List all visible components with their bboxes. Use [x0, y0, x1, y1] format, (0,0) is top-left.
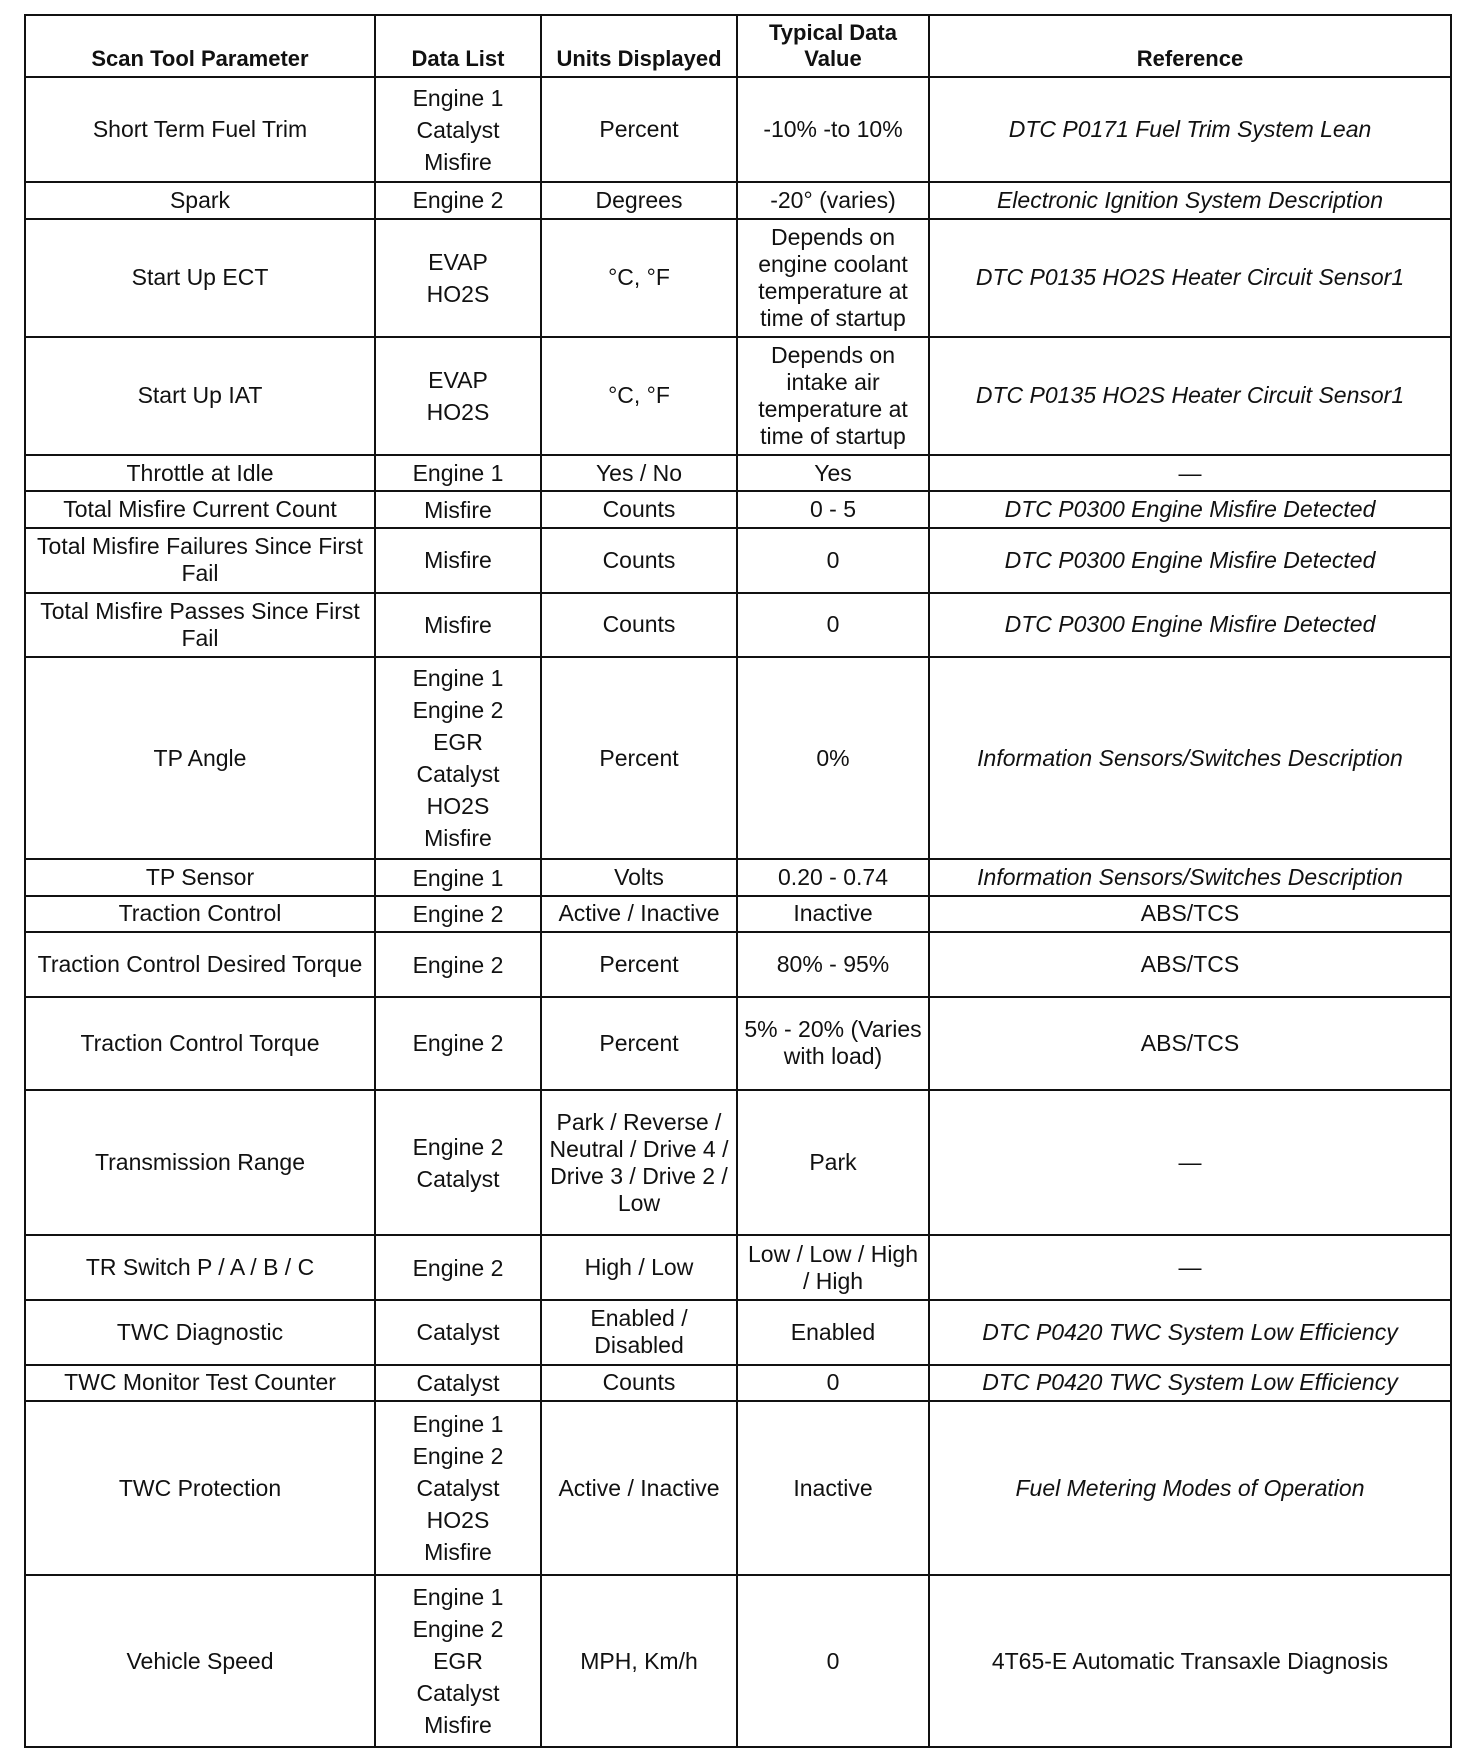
data-list-item: Misfire — [424, 825, 492, 852]
reference-cell: DTC P0300 Engine Misfire Detected — [929, 593, 1451, 658]
data-list-item: Catalyst — [416, 761, 500, 788]
data-table-page — [24, 14, 1450, 1748]
parameter-cell: Short Term Fuel Trim — [25, 77, 375, 182]
parameter-cell: Total Misfire Passes Since First Fail — [25, 593, 375, 658]
units-cell: Active / Inactive — [541, 1401, 737, 1575]
units-cell: MPH, Km/h — [541, 1575, 737, 1747]
data-list-item: Catalyst — [416, 1475, 500, 1502]
typical-value-cell: 0% — [737, 657, 929, 859]
units-cell: Park / Reverse / Neutral / Drive 4 / Drive 3 / Drive 2 / Low — [541, 1090, 737, 1236]
table-row — [25, 1235, 1451, 1300]
table-row — [25, 593, 1451, 658]
parameter-cell: TR Switch P / A / B / C — [25, 1235, 375, 1300]
table-row — [25, 337, 1451, 455]
data-list-item: Catalyst — [416, 1165, 500, 1192]
reference-cell: Electronic Ignition System Description — [929, 182, 1451, 218]
parameter-cell: TWC Diagnostic — [25, 1300, 375, 1365]
reference-cell: DTC P0135 HO2S Heater Circuit Sensor1 — [929, 219, 1451, 337]
data-list-cell — [375, 1300, 541, 1365]
header-reference: Reference — [929, 15, 1451, 77]
table-row — [25, 997, 1451, 1090]
reference-cell: DTC P0135 HO2S Heater Circuit Sensor1 — [929, 337, 1451, 455]
units-cell: Yes / No — [541, 455, 737, 491]
units-cell: Percent — [541, 997, 737, 1090]
data-list-cell — [375, 337, 541, 455]
table-row — [25, 182, 1451, 218]
data-list-item: Engine 2 — [412, 1443, 504, 1470]
table-row — [25, 1365, 1451, 1401]
units-cell: °C, °F — [541, 337, 737, 455]
table-body — [25, 77, 1451, 1747]
data-list-item: EVAP — [428, 248, 488, 275]
parameter-cell: Traction Control — [25, 896, 375, 932]
parameter-cell: Total Misfire Failures Since First Fail — [25, 528, 375, 593]
data-list-cell — [375, 932, 541, 997]
reference-cell: — — [929, 1235, 1451, 1300]
parameter-cell: TP Angle — [25, 657, 375, 859]
units-cell: °C, °F — [541, 219, 737, 337]
reference-cell: — — [929, 1090, 1451, 1236]
data-list-item: Misfire — [424, 1539, 492, 1566]
data-list-item: HO2S — [426, 1507, 490, 1534]
data-list-cell — [375, 1575, 541, 1747]
data-list-item: Misfire — [424, 496, 492, 523]
units-cell: Enabled / Disabled — [541, 1300, 737, 1365]
typical-value-cell: 0.20 - 0.74 — [737, 859, 929, 895]
units-cell: High / Low — [541, 1235, 737, 1300]
header-row — [25, 15, 1451, 77]
reference-cell: Fuel Metering Modes of Operation — [929, 1401, 1451, 1575]
data-list-item: HO2S — [426, 280, 490, 307]
data-list-cell — [375, 77, 541, 182]
header-units-displayed: Units Displayed — [541, 15, 737, 77]
typical-value-cell: -20° (varies) — [737, 182, 929, 218]
typical-value-cell: 80% - 95% — [737, 932, 929, 997]
data-list-item: Engine 1 — [412, 1411, 504, 1438]
reference-cell: ABS/TCS — [929, 896, 1451, 932]
data-list-item: Engine 1 — [412, 1584, 504, 1611]
typical-value-cell: 5% - 20% (Varies with load) — [737, 997, 929, 1090]
parameter-cell: Traction Control Desired Torque — [25, 932, 375, 997]
data-list-item: Engine 2 — [412, 1616, 504, 1643]
data-list-cell — [375, 1401, 541, 1575]
parameter-cell: Throttle at Idle — [25, 455, 375, 491]
typical-value-cell: Inactive — [737, 896, 929, 932]
units-cell: Percent — [541, 657, 737, 859]
data-list-item: Engine 2 — [412, 1254, 504, 1281]
table-row — [25, 491, 1451, 527]
units-cell: Counts — [541, 491, 737, 527]
data-list-cell — [375, 182, 541, 218]
table-row — [25, 657, 1451, 859]
typical-value-cell: Depends on engine coolant temperature at time of startup — [737, 219, 929, 337]
data-list-cell — [375, 1365, 541, 1401]
parameter-cell: Spark — [25, 182, 375, 218]
scan-tool-data-table — [24, 14, 1452, 1748]
typical-value-cell: Inactive — [737, 1401, 929, 1575]
parameter-cell: TP Sensor — [25, 859, 375, 895]
data-list-cell — [375, 219, 541, 337]
data-list-item: Misfire — [424, 1712, 492, 1739]
reference-cell: DTC P0171 Fuel Trim System Lean — [929, 77, 1451, 182]
header-scan-tool-parameter: Scan Tool Parameter — [25, 15, 375, 77]
parameter-cell: Total Misfire Current Count — [25, 491, 375, 527]
parameter-cell: Start Up IAT — [25, 337, 375, 455]
reference-cell: DTC P0420 TWC System Low Efficiency — [929, 1300, 1451, 1365]
table-row — [25, 1575, 1451, 1747]
data-list-item: Misfire — [424, 148, 492, 175]
data-list-cell — [375, 997, 541, 1090]
units-cell: Counts — [541, 528, 737, 593]
data-list-item: Engine 1 — [412, 84, 504, 111]
parameter-cell: Start Up ECT — [25, 219, 375, 337]
units-cell: Volts — [541, 859, 737, 895]
data-list-item: Engine 1 — [412, 864, 504, 891]
data-list-item: Engine 2 — [412, 697, 504, 724]
typical-value-cell: -10% -to 10% — [737, 77, 929, 182]
typical-value-cell: Enabled — [737, 1300, 929, 1365]
parameter-cell: TWC Monitor Test Counter — [25, 1365, 375, 1401]
data-list-item: Engine 1 — [412, 665, 504, 692]
data-list-cell — [375, 528, 541, 593]
table-row — [25, 455, 1451, 491]
data-list-cell — [375, 896, 541, 932]
units-cell: Percent — [541, 932, 737, 997]
reference-cell: DTC P0300 Engine Misfire Detected — [929, 491, 1451, 527]
reference-cell: DTC P0420 TWC System Low Efficiency — [929, 1365, 1451, 1401]
table-row — [25, 77, 1451, 182]
header-data-list: Data List — [375, 15, 541, 77]
typical-value-cell: 0 — [737, 593, 929, 658]
data-list-cell — [375, 491, 541, 527]
data-list-item: Misfire — [424, 611, 492, 638]
data-list-item: HO2S — [426, 793, 490, 820]
data-list-cell — [375, 593, 541, 658]
typical-value-cell: Depends on intake air temperature at time of startup — [737, 337, 929, 455]
data-list-item: Catalyst — [416, 1369, 500, 1396]
data-list-item: Misfire — [424, 547, 492, 574]
parameter-cell: TWC Protection — [25, 1401, 375, 1575]
table-row — [25, 1090, 1451, 1236]
data-list-item: EVAP — [428, 366, 488, 393]
data-list-item: Catalyst — [416, 1319, 500, 1346]
header-typical-data-value: Typical Data Value — [737, 15, 929, 77]
data-list-item: EGR — [433, 1648, 483, 1675]
reference-cell: — — [929, 455, 1451, 491]
data-list-item: Engine 2 — [412, 900, 504, 927]
units-cell: Counts — [541, 1365, 737, 1401]
data-list-item: EGR — [433, 729, 483, 756]
table-row — [25, 1401, 1451, 1575]
reference-cell: ABS/TCS — [929, 997, 1451, 1090]
typical-value-cell: 0 — [737, 1365, 929, 1401]
typical-value-cell: 0 - 5 — [737, 491, 929, 527]
typical-value-cell: 0 — [737, 528, 929, 593]
data-list-item: Catalyst — [416, 116, 500, 143]
data-list-cell — [375, 859, 541, 895]
parameter-cell: Traction Control Torque — [25, 997, 375, 1090]
typical-value-cell: Low / Low / High / High — [737, 1235, 929, 1300]
table-row — [25, 859, 1451, 895]
typical-value-cell: Park — [737, 1090, 929, 1236]
reference-cell: 4T65-E Automatic Transaxle Diagnosis — [929, 1575, 1451, 1747]
units-cell: Counts — [541, 593, 737, 658]
table-row — [25, 896, 1451, 932]
table-row — [25, 219, 1451, 337]
parameter-cell: Vehicle Speed — [25, 1575, 375, 1747]
reference-cell: Information Sensors/Switches Description — [929, 657, 1451, 859]
data-list-item: Catalyst — [416, 1680, 500, 1707]
reference-cell: Information Sensors/Switches Description — [929, 859, 1451, 895]
parameter-cell: Transmission Range — [25, 1090, 375, 1236]
data-list-cell — [375, 1235, 541, 1300]
data-list-item: Engine 1 — [412, 460, 504, 487]
data-list-cell — [375, 455, 541, 491]
table-row — [25, 932, 1451, 997]
typical-value-cell: Yes — [737, 455, 929, 491]
data-list-item: Engine 2 — [412, 1030, 504, 1057]
reference-cell: DTC P0300 Engine Misfire Detected — [929, 528, 1451, 593]
typical-value-cell: 0 — [737, 1575, 929, 1747]
table-row — [25, 528, 1451, 593]
data-list-cell — [375, 1090, 541, 1236]
data-list-item: Engine 2 — [412, 951, 504, 978]
data-list-item: HO2S — [426, 398, 490, 425]
units-cell: Active / Inactive — [541, 896, 737, 932]
reference-cell: ABS/TCS — [929, 932, 1451, 997]
units-cell: Degrees — [541, 182, 737, 218]
data-list-item: Engine 2 — [412, 187, 504, 214]
data-list-item: Engine 2 — [412, 1133, 504, 1160]
units-cell: Percent — [541, 77, 737, 182]
data-list-cell — [375, 657, 541, 859]
table-row — [25, 1300, 1451, 1365]
